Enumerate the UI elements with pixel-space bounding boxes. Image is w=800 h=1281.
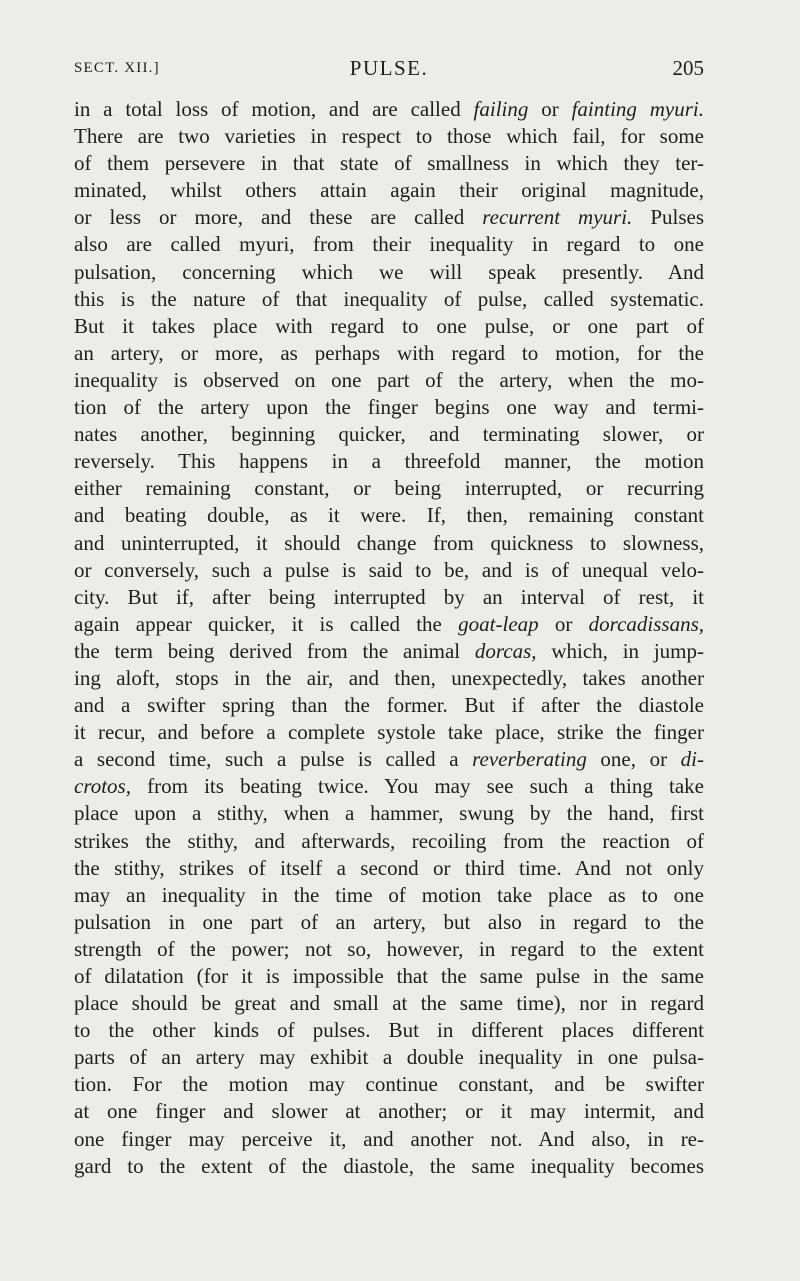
text-run: and uninterrupted, it should change from quickness to slowness, <box>74 530 704 555</box>
text-line <box>74 1153 704 1180</box>
text-run: or conversely, such a pulse is said to be, and is of unequal velo- <box>74 557 704 582</box>
italic-term: failing <box>473 97 529 121</box>
body-text <box>74 96 704 1180</box>
text-run: also are called myuri, from their inequality in regard to one <box>74 232 704 257</box>
text-run: one, or <box>586 747 681 772</box>
text-run: strikes the stithy, and afterwards, recoiling from the reaction of <box>74 828 704 853</box>
text-line <box>74 800 704 827</box>
text-run: an artery, or more, as perhaps with regard to motion, for the <box>74 340 704 365</box>
text-run: of them persevere in that state of smallness in which they ter- <box>74 151 704 176</box>
text-line <box>74 96 704 123</box>
text-run: which, in jump- <box>536 638 704 663</box>
text-run: pulsation, concerning which we will speak presently. And <box>74 259 704 284</box>
text-line <box>74 340 704 367</box>
text-run: tion. For the motion may continue constant, and be swifter <box>74 1072 704 1097</box>
text-line <box>74 557 704 584</box>
section-label: SECT. XII.] <box>74 60 160 76</box>
text-run: pulsation in one part of an artery, but also in regard to the <box>74 909 704 934</box>
text-line <box>74 963 704 990</box>
text-line <box>74 1017 704 1044</box>
text-run: or <box>538 611 589 636</box>
text-line <box>74 394 704 421</box>
text-line <box>74 665 704 692</box>
text-run: But it takes place with regard to one pulse, or one part of <box>74 313 704 338</box>
italic-term: di- <box>680 747 704 772</box>
running-title: PULSE. <box>349 56 429 80</box>
text-run: this is the nature of that inequality of pulse, called systematic. <box>74 286 704 311</box>
text-line <box>74 259 704 286</box>
text-line <box>74 1098 704 1125</box>
italic-term: goat-leap <box>458 611 539 636</box>
text-run: in a total loss of motion, and are called <box>74 97 474 121</box>
text-line <box>74 638 704 665</box>
text-run: ing aloft, stops in the air, and then, unexpectedly, takes another <box>74 665 704 690</box>
italic-term: fainting myuri. <box>571 97 704 121</box>
text-run: or less or more, and these are called <box>74 205 483 230</box>
text-run: to the other kinds of pulses. But in different places different <box>74 1018 704 1043</box>
text-run: place upon a stithy, when a hammer, swung by the hand, first <box>74 801 704 826</box>
text-line <box>74 882 704 909</box>
text-line <box>74 1044 704 1071</box>
text-line <box>74 773 704 800</box>
text-run: from its beating twice. You may see such a thing take <box>130 774 704 799</box>
text-run: place should be great and small at the same time), nor in regard <box>74 991 704 1016</box>
text-line <box>74 177 704 204</box>
text-line <box>74 1126 704 1153</box>
text-run: inequality is observed on one part of the artery, when the mo- <box>74 367 704 392</box>
text-line <box>74 286 704 313</box>
text-run: There are two varieties in respect to those which fail, for some <box>74 124 704 149</box>
text-run: one finger may perceive it, and another not. And also, in re- <box>74 1126 704 1151</box>
text-run: or <box>528 97 572 121</box>
text-run: minated, whilst others attain again their original magnitude, <box>74 178 704 203</box>
text-run: again appear quicker, it is called the <box>74 611 459 636</box>
text-line <box>74 150 704 177</box>
text-line <box>74 584 704 611</box>
text-line <box>74 448 704 475</box>
text-line <box>74 204 704 231</box>
italic-term: reverberating <box>472 747 587 772</box>
text-run: at one finger and slower at another; or it may intermit, and <box>74 1099 704 1124</box>
text-run: strength of the power; not so, however, in regard to the extent <box>74 936 704 961</box>
text-run: it recur, and before a complete systole take place, strike the finger <box>74 720 704 745</box>
text-line <box>74 936 704 963</box>
text-run: nates another, beginning quicker, and terminating slower, or <box>74 422 704 447</box>
text-line <box>74 909 704 936</box>
text-line <box>74 475 704 502</box>
text-line <box>74 828 704 855</box>
italic-term: crotos, <box>74 774 131 799</box>
text-run: and a swifter spring than the former. But if after the diastole <box>74 693 704 718</box>
text-line <box>74 855 704 882</box>
text-run: city. But if, after being interrupted by an interval of rest, it <box>74 584 704 609</box>
text-line <box>74 611 704 638</box>
text-line <box>74 502 704 529</box>
italic-term: dorcas, <box>474 638 537 663</box>
text-line <box>74 719 704 746</box>
page-number: 205 <box>672 56 704 80</box>
text-run: gard to the extent of the diastole, the same inequality becomes <box>74 1153 704 1178</box>
text-run: the stithy, strikes of itself a second or third time. And not only <box>74 855 704 880</box>
text-line <box>74 367 704 394</box>
italic-term: recurrent myuri. <box>482 205 633 230</box>
text-line <box>74 231 704 258</box>
text-run: parts of an artery may exhibit a double inequality in one pulsa- <box>74 1045 704 1070</box>
text-run: Pulses <box>632 205 705 230</box>
text-line <box>74 123 704 150</box>
text-line <box>74 692 704 719</box>
text-run: and beating double, as it were. If, then, remaining constant <box>74 503 704 528</box>
text-line <box>74 990 704 1017</box>
text-run: tion of the artery upon the finger begins one way and termi- <box>74 395 704 420</box>
running-head <box>74 56 704 84</box>
text-run: of dilatation (for it is impossible that the same pulse in the same <box>74 964 704 988</box>
text-line <box>74 746 704 773</box>
text-run: the term being derived from the animal <box>74 638 475 663</box>
text-run: either remaining constant, or being interrupted, or recurring <box>74 476 704 501</box>
text-run: a second time, such a pulse is called a <box>74 747 473 772</box>
text-run: reversely. This happens in a threefold manner, the motion <box>74 449 704 474</box>
text-run: may an inequality in the time of motion take place as to one <box>74 882 704 907</box>
text-line <box>74 1071 704 1098</box>
text-line <box>74 421 704 448</box>
italic-term: dorcadissans, <box>588 611 704 636</box>
text-line <box>74 530 704 557</box>
text-line <box>74 313 704 340</box>
